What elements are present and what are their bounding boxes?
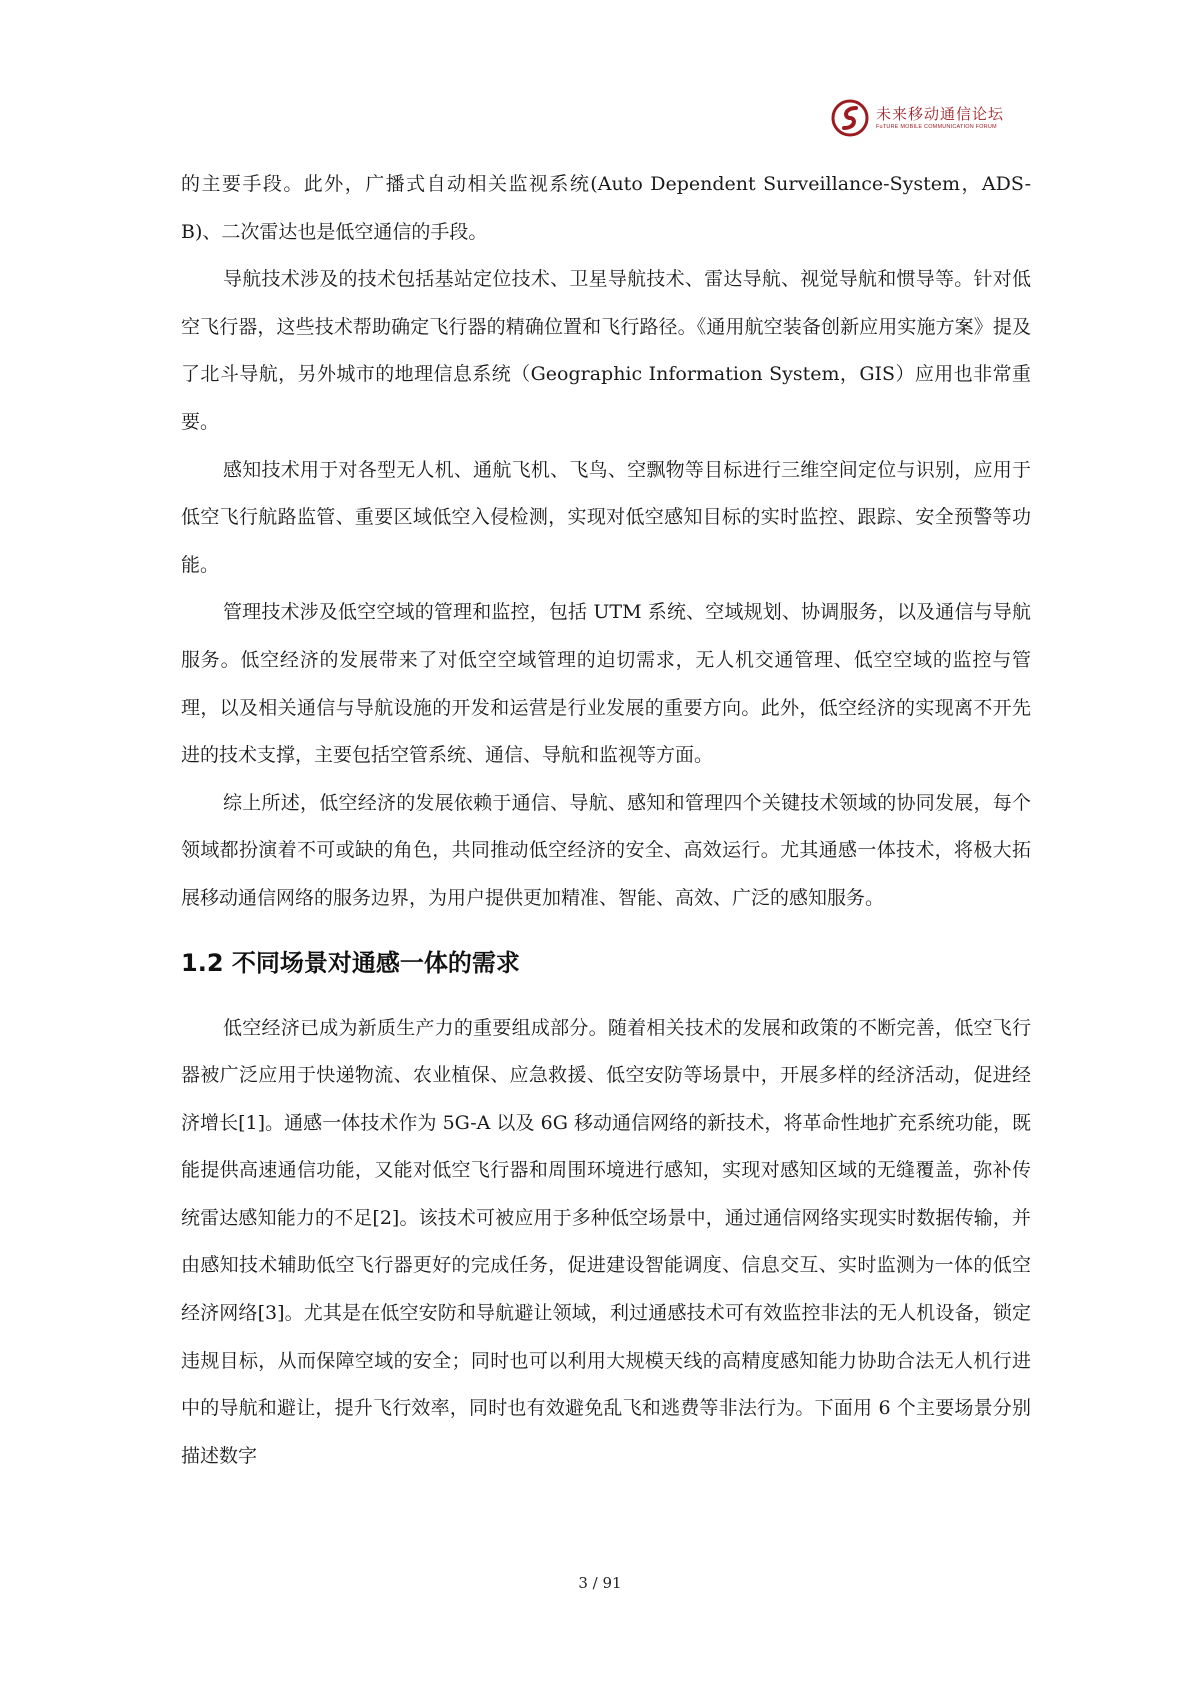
page-number: 3 / 91 <box>578 1574 622 1592</box>
forum-logo-icon <box>830 98 870 138</box>
logo-english-name: FuTURE MOBILE COMMUNICATION FORUM <box>876 124 997 130</box>
logo-text <box>876 105 1004 131</box>
paragraph-communication-continued: 的主要手段。此外，广播式自动相关监视系统(Auto Dependent Surveillance-System，ADS-B)、二次雷达也是低空通信的手段。 <box>181 173 1031 243</box>
section-heading: 1.2 不同场景对通感一体的需求 <box>181 948 520 977</box>
header-logo <box>830 96 1030 140</box>
document-body <box>181 161 1031 1480</box>
paragraph-summary: 综上所述，低空经济的发展依赖于通信、导航、感知和管理四个关键技术领域的协同发展，每个领域都扮演着不可或缺的角色，共同推动低空经济的安全、高效运行。尤其通感一体技术，将极大拓展移动通信网络的服务边界，为用户提供更加精准、智能、高效、广泛的感知服务。 <box>181 791 1031 909</box>
logo-chinese-name: 未来移动通信论坛 <box>876 105 1005 123</box>
paragraph-management: 管理技术涉及低空空域的管理和监控，包括 UTM 系统、空域规划、协调服务，以及通信与导航服务。低空经济的发展带来了对低空空域管理的迫切需求，无人机交通管理、低空空域的监控与管理，以及相关通信与导航设施的开发和运营是行业发展的重要方向。此外，低空经济的实现离不开先进的技术支撑，主要包括空管系统、通信、导航和监视等方面。 <box>181 601 1031 767</box>
paragraph-scenarios: 低空经济已成为新质生产力的重要组成部分。随着相关技术的发展和政策的不断完善，低空飞行器被广泛应用于快递物流、农业植保、应急救援、低空安防等场景中，开展多样的经济活动，促进经济增长[1]。通感一体技术作为 5G-A 以及 6G 移动通信网络的新技术，将革命性地扩充系统功能，既能提供高速通信功能，又能对低空飞行器和周围环境进行感知，实现对感知区域的无缝覆盖，弥补传统雷达感知能力的不足[2]。该技术可被应用于多种低空场景中，通过通信网络实现实时数据传输，并由感知技术辅助低空飞行器更好的完成任务，促进建设智能调度、信息交互、实时监测为一体的低空经济网络[3]。尤其是在低空安防和导航避让领域，利过通感技术可有效监控非法的无人机设备，锁定违规目标，从而保障空域的安全；同时也可以利用大规模天线的高精度感知能力协助合法无人机行进中的导航和避让，提升飞行效率，同时也有效避免乱飞和逃费等非法行为。下面用 6 个主要场景分别描述数字 <box>181 1016 1031 1467</box>
paragraph-sensing: 感知技术用于对各型无人机、通航飞机、飞鸟、空飘物等目标进行三维空间定位与识别，应用于低空飞行航路监管、重要区域低空入侵检测，实现对低空感知目标的实时监控、跟踪、安全预警等功能。 <box>181 458 1031 576</box>
paragraph-navigation: 导航技术涉及的技术包括基站定位技术、卫星导航技术、雷达导航、视觉导航和惯导等。针对低空飞行器，这些技术帮助确定飞行器的精确位置和飞行路径。《通用航空装备创新应用实施方案》提及了北斗导航，另外城市的地理信息系统（Geographic Information System，GIS）应用也非常重要。 <box>181 268 1031 433</box>
